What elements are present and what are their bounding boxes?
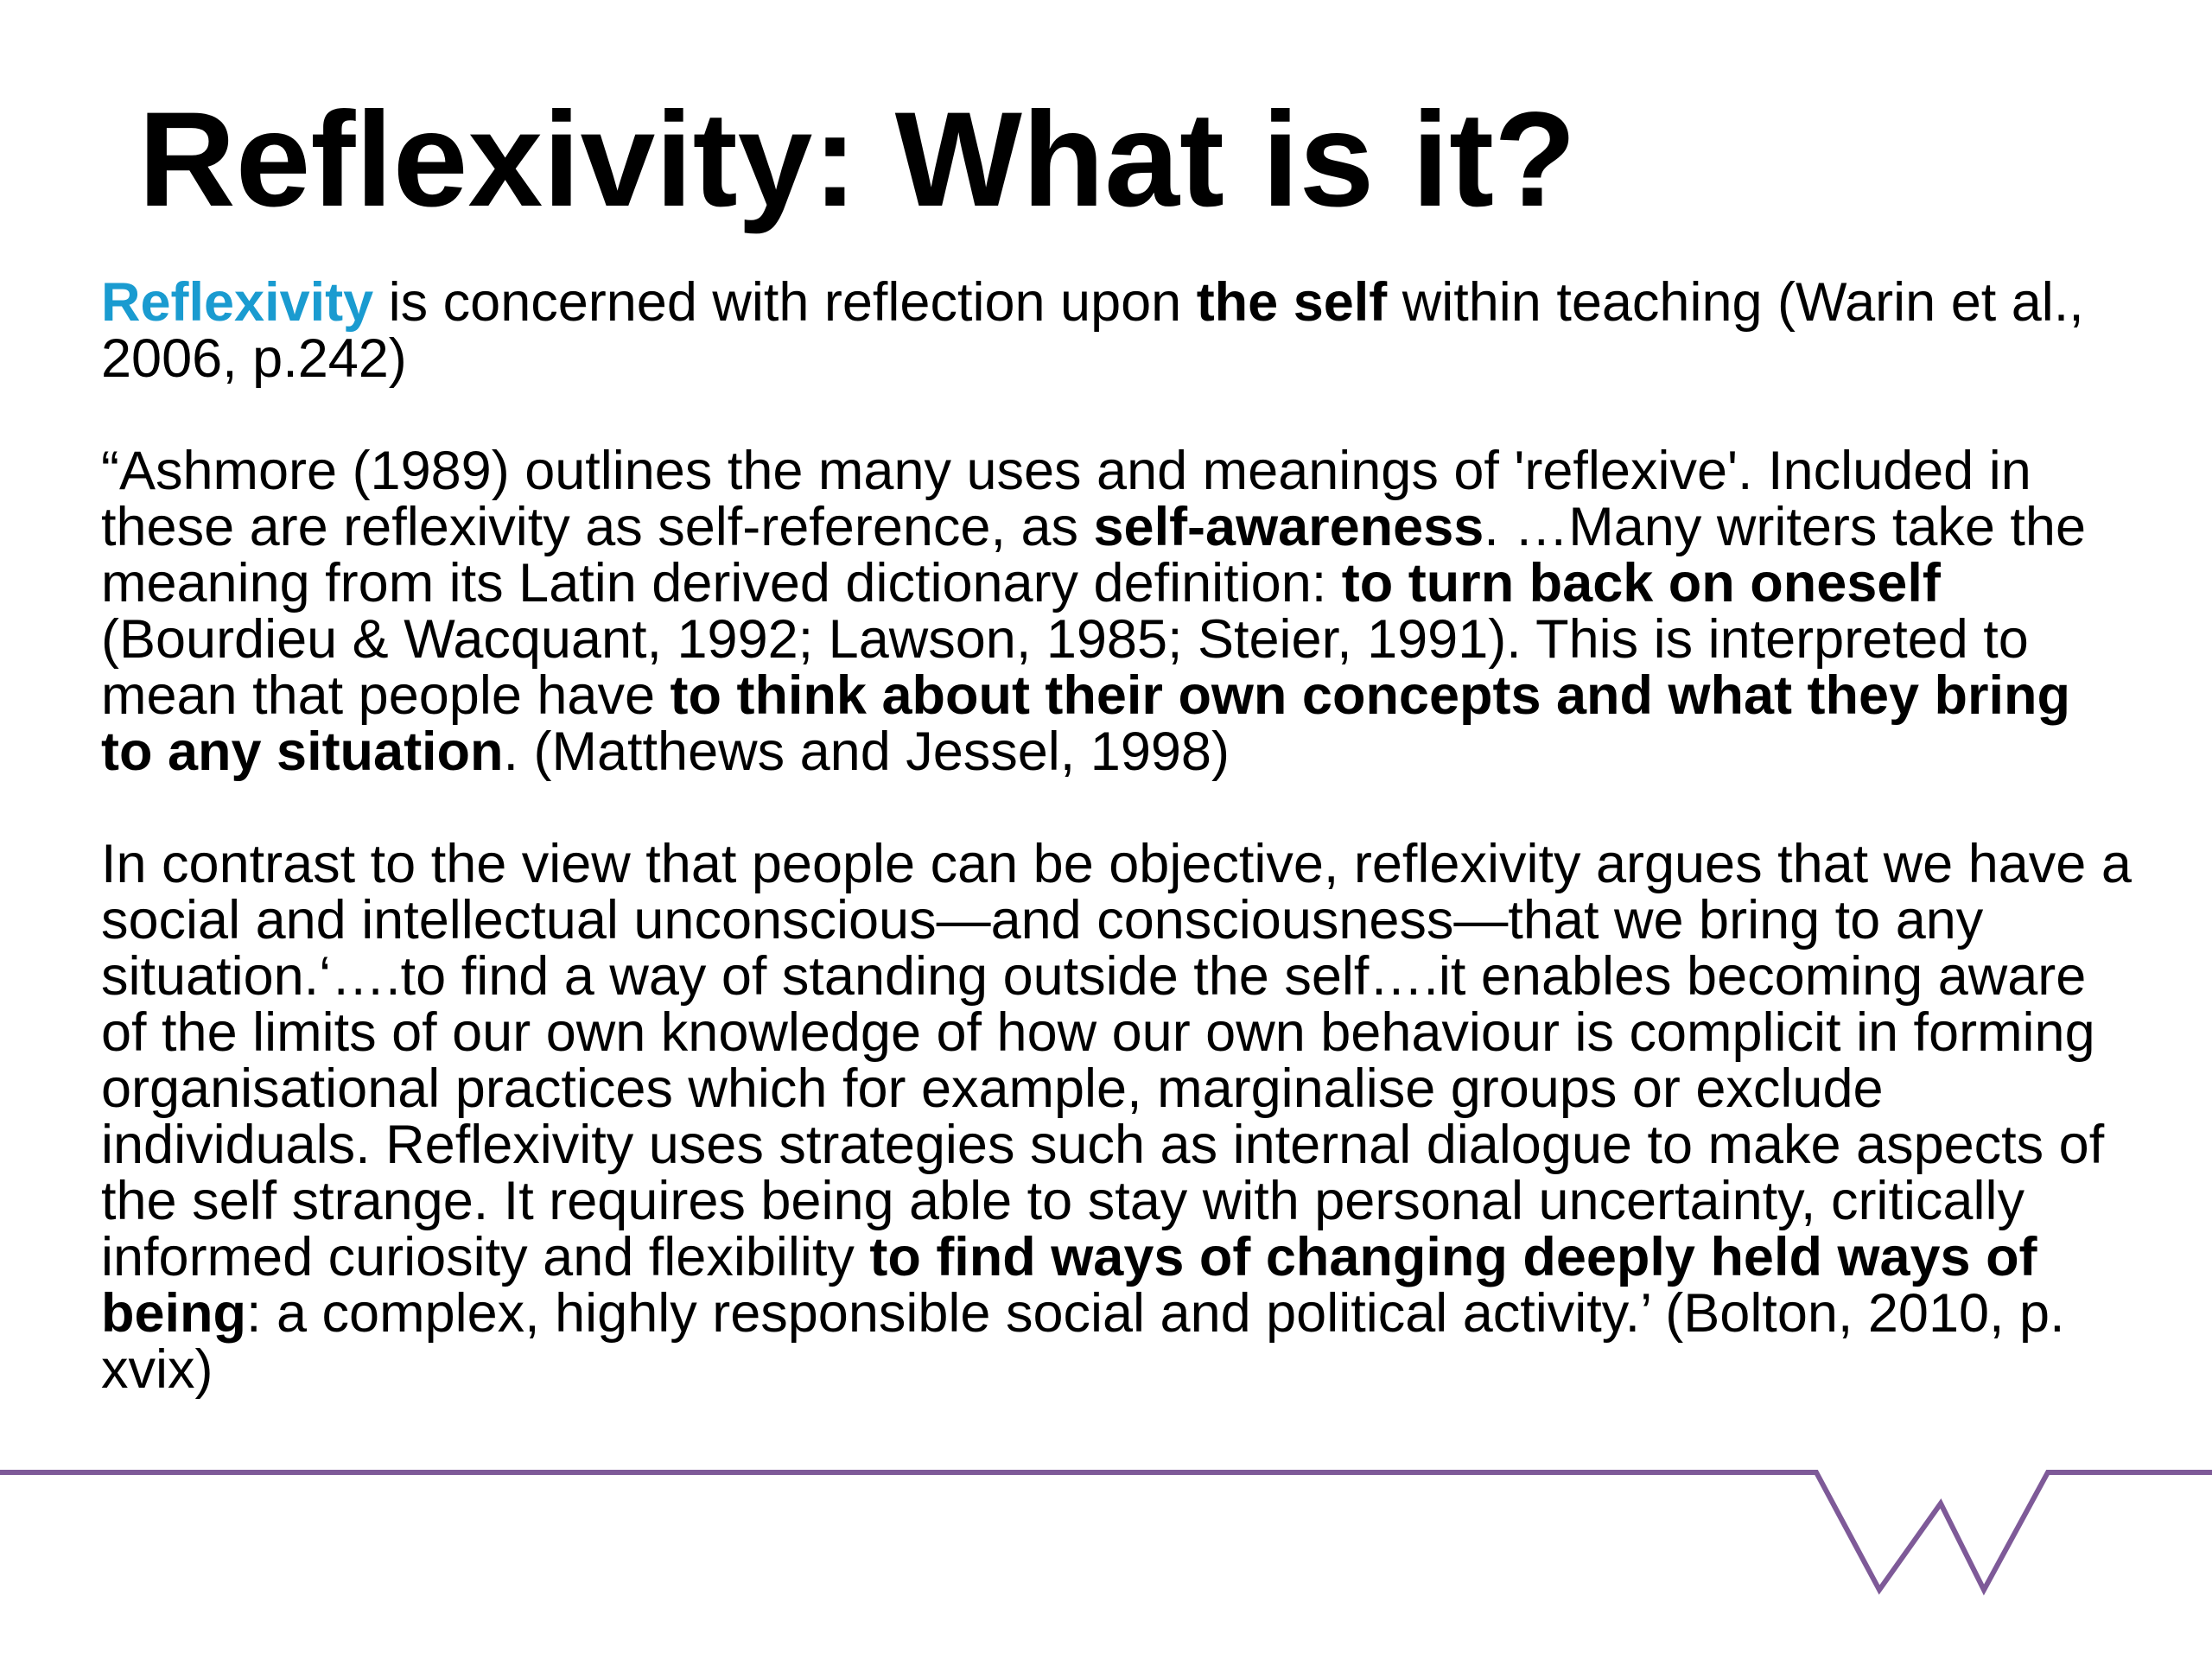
definition-paragraph (101, 272, 2132, 389)
text-run: “Ashmore (1989) outlines the many uses and meanings of 'reflexive'. Included in these are reflexivity as self-reference, as (101, 441, 2031, 557)
footer-w-line-logo (0, 1434, 2212, 1607)
w-logo-line (0, 1472, 2212, 1590)
bolton-quote-paragraph (101, 836, 2132, 1398)
text-run: (Bourdieu & Wacquant, 1992; Lawson, 1985; Steier, 1991). This is interpreted to mean that people have (101, 609, 2029, 726)
bold-run: to think about their own concepts and what they bring to any situation (101, 665, 2071, 782)
bold-run: to find ways of changing deeply held ways of being (101, 1227, 2037, 1344)
text-run: within teaching (Warin et al., 2006, p.242) (101, 272, 2084, 389)
slide-title: Reflexivity: What is it? (138, 85, 1577, 235)
text-run: In contrast to the view that people can be objective, reflexivity argues that we have a social and intellectual unconscious—and consciousness—that we bring to any situation.‘….to find a way of standing outside the self….it enables becoming aware of the limits of our own knowledge of how our own behaviour is complicit in forming organisational practices which for example, marginalise groups or exclude individuals. Reflexivity uses strategies such as internal dialogue to make aspects of the self strange. It requires being able to stay with personal uncertainty, critically informed curiosity and flexibility (101, 834, 2132, 1287)
slide-body (101, 272, 2132, 1400)
bold-run: self-awareness (1093, 497, 1484, 557)
text-run: . (Matthews and Jessel, 1998) (503, 721, 1230, 782)
text-run: : a complex, highly responsible social and political activity.’ (Bolton, 2010, p. xvix) (101, 1283, 2065, 1400)
reflexivity-term: Reflexivity (101, 272, 374, 333)
ashmore-quote-paragraph (101, 443, 2132, 780)
bold-run: to turn back on oneself (1341, 553, 1941, 613)
text-run: is concerned with reflection upon (373, 272, 1197, 333)
bold-run: the self (1196, 272, 1388, 333)
text-run: . …Many writers take the meaning from its Latin derived dictionary definition: (101, 497, 2087, 613)
